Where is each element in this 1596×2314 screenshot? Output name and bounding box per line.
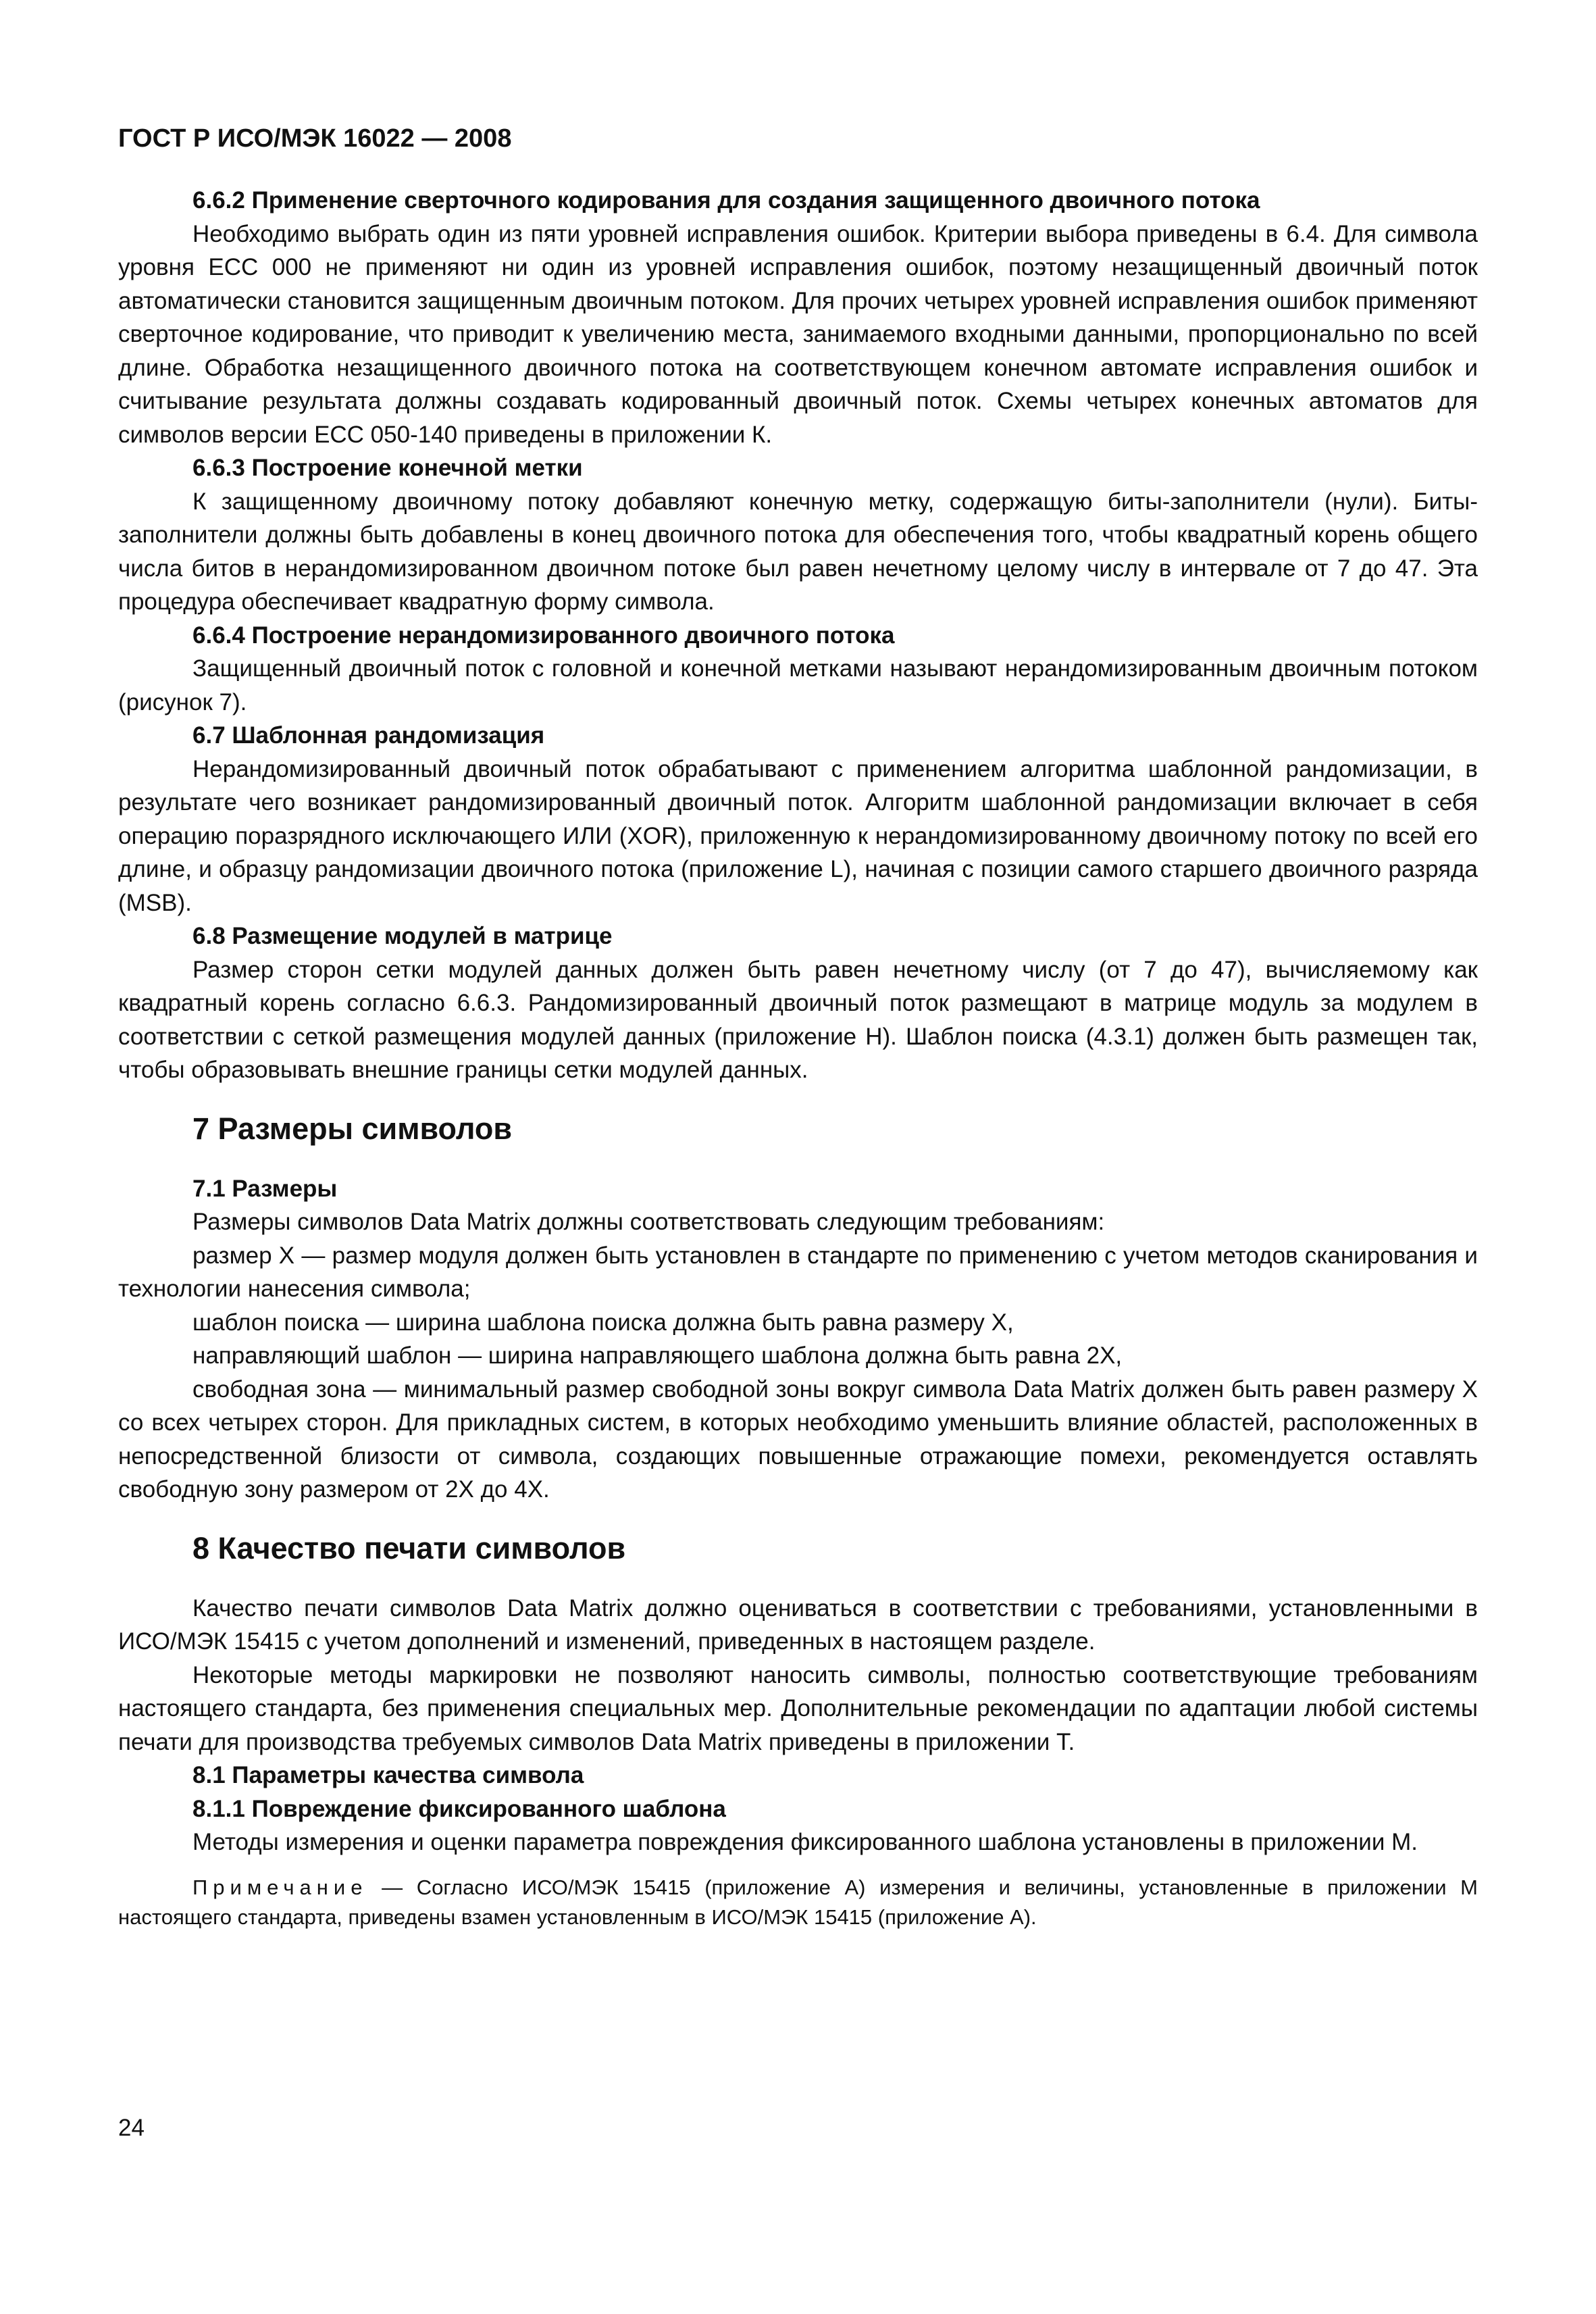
- paragraph: Некоторые методы маркировки не позволяют наносить символы, полностью соответствующие требованиям настоящего стандарта, без применения специальных мер. Дополнительные рекомендации по адаптации любой системы печати для производства требуемых символов Data Matrix приведены в приложении Т.: [118, 1661, 1478, 1755]
- paragraph: свободная зона — минимальный размер свободной зоны вокруг символа Data Matrix должен быть равен размеру X со всех четырех сторон. Для прикладных систем, в которых необходимо уменьшить влияние областей, расположенных в непосредственной близости от символа, создающих повышенные отражающие помехи, рекомендуется оставлять свободную зону размером от 2X до 4X.: [118, 1376, 1478, 1503]
- note-text: — Согласно ИСО/МЭК 15415 (приложение А) измерения и величины, установленные в приложении М настоящего стандарта, приведены взамен установленным в ИСО/МЭК 15415 (приложение А).: [118, 1875, 1478, 1929]
- paragraph: Защищенный двоичный поток с головной и конечной метками называют нерандомизированным двоичным потоком (рисунок 7).: [118, 655, 1478, 715]
- heading-6-8: 6.8 Размещение модулей в матрице: [192, 923, 613, 949]
- section-title-7: 7 Размеры символов: [192, 1111, 513, 1146]
- paragraph: Нерандомизированный двоичный поток обрабатывают с применением алгоритма шаблонной рандомизации, в результате чего возникает рандомизированный двоичный поток. Алгоритм шаблонной рандомизации включает в себя операцию поразрядного исключающего ИЛИ (XOR), приложенную к нерандомизированному двоичному потоку по всей его длине, и образцу рандомизации двоичного потока (приложение L), начиная с позиции самого старшего двоичного разряда (MSB).: [118, 755, 1478, 916]
- section-6-6-4: [118, 619, 1478, 720]
- section-6-8: [118, 920, 1478, 1087]
- section-7-1: [118, 1172, 1478, 1507]
- section-6-7: [118, 719, 1478, 920]
- section-6-6-3: [118, 451, 1478, 619]
- section-6-6-2: [118, 184, 1478, 451]
- heading-8-1: 8.1 Параметры качества символа: [192, 1762, 584, 1788]
- heading-6-6-2: 6.6.2 Применение сверточного кодирования для создания защищенного двоичного потока: [192, 187, 1260, 213]
- running-header: ГОСТ Р ИСО/МЭК 16022 — 2008: [118, 124, 512, 153]
- paragraph: Размеры символов Data Matrix должны соответствовать следующим требованиям:: [192, 1209, 1105, 1235]
- paragraph: шаблон поиска — ширина шаблона поиска должна быть равна размеру X,: [192, 1309, 1014, 1336]
- note: [118, 1873, 1478, 1932]
- paragraph: К защищенному двоичному потоку добавляют конечную метку, содержащую биты-заполнители (нули). Биты-заполнители должны быть добавлены в конец двоичного потока для обеспечения того, чтобы квадратный корень общего числа битов в нерандомизированном двоичном потоке был равен нечетному целому числу в интервале от 7 до 47. Эта процедура обеспечивает квадратную форму символа.: [118, 488, 1478, 615]
- heading-6-7: 6.7 Шаблонная рандомизация: [192, 722, 545, 749]
- page-number: 24: [118, 2115, 145, 2141]
- paragraph: Методы измерения и оценки параметра повреждения фиксированного шаблона установлены в приложении М.: [192, 1829, 1418, 1855]
- paragraph: размер X — размер модуля должен быть установлен в стандарте по применению с учетом методов сканирования и технологии нанесения символа;: [118, 1242, 1478, 1302]
- paragraph: Размер сторон сетки модулей данных должен быть равен нечетному числу (от 7 до 47), вычисляемому как квадратный корень согласно 6.6.3. Рандомизированный двоичный поток размещают в матрице модуль за модулем в соответствии с сеткой размещения модулей данных (приложение Н). Шаблон поиска (4.3.1) должен быть размещен так, чтобы образовывать внешние границы сетки модулей данных.: [118, 956, 1478, 1083]
- note-label: Примечание: [192, 1875, 368, 1899]
- heading-7-1: 7.1 Размеры: [192, 1175, 338, 1202]
- heading-6-6-3: 6.6.3 Построение конечной метки: [192, 455, 583, 481]
- section-8: [118, 1592, 1478, 1859]
- heading-8-1-1: 8.1.1 Повреждение фиксированного шаблона: [192, 1795, 726, 1822]
- paragraph: Качество печати символов Data Matrix должно оцениваться в соответствии с требованиями, установленными в ИСО/МЭК 15415 с учетом дополнений и изменений, приведенных в настоящем разделе.: [118, 1594, 1478, 1655]
- paragraph: Необходимо выбрать один из пяти уровней исправления ошибок. Критерии выбора приведены в 6.4. Для символа уровня ЕСС 000 не применяют ни один из уровней исправления ошибок, поэтому незащищенный двоичный поток автоматически становится защищенным двоичным потоком. Для прочих четырех уровней исправления ошибок применяют сверточное кодирование, что приводит к увеличению места, занимаемого входными данными, пропорционально по всей длине. Обработка незащищенного двоичного потока на соответствующем конечном автомате исправления ошибок и считывание результата должны создавать кодированный двоичный поток. Схемы четырех конечных автоматов для символов версии ЕСС 050-140 приведены в приложении К.: [118, 220, 1478, 448]
- section-title-8: 8 Качество печати символов: [192, 1530, 626, 1565]
- paragraph: направляющий шаблон — ширина направляющего шаблона должна быть равна 2X,: [192, 1342, 1123, 1369]
- heading-6-6-4: 6.6.4 Построение нерандомизированного двоичного потока: [192, 622, 895, 649]
